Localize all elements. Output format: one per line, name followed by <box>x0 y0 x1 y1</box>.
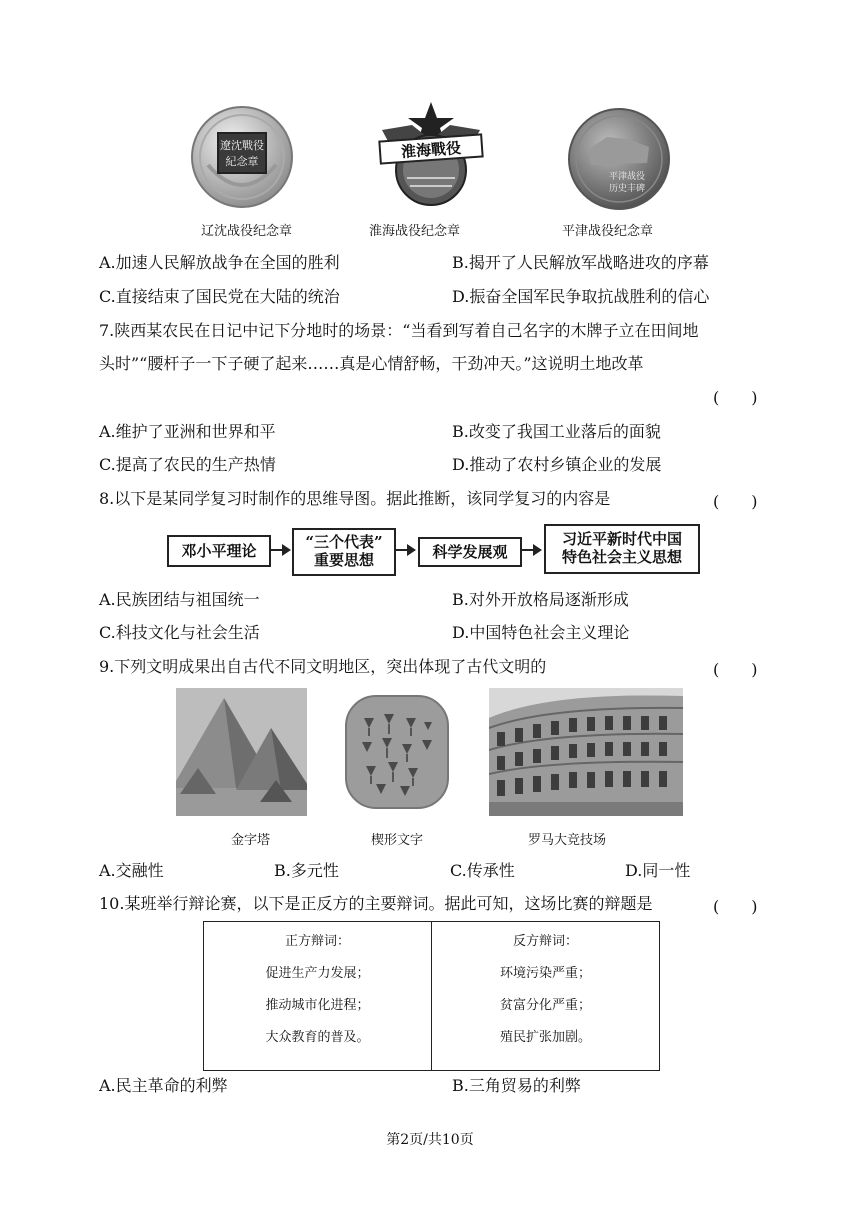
answer-blank: ( ) <box>713 388 758 407</box>
image-caption: 罗马大竞技场 <box>528 833 607 848</box>
option-b: B.三角贸易的利弊 <box>452 1076 581 1095</box>
question-stem: 头时”“腰杆子一下子硬了起来……真是心情舒畅，干劲冲天。”这说明土地改革 <box>99 354 644 373</box>
option-b: B.对外开放格局逐渐形成 <box>452 590 629 609</box>
option-d: D.中国特色社会主义理论 <box>452 623 630 642</box>
mindmap-box: 习近平新时代中国 特色社会主义思想 <box>544 524 700 574</box>
image-caption: 楔形文字 <box>371 833 424 848</box>
mindmap-arrow <box>394 549 414 551</box>
image-caption: 淮海战役纪念章 <box>369 224 461 239</box>
question-stem: 9.下列文明成果出自古代不同文明地区，突出体现了古代文明的 <box>99 657 547 676</box>
colosseum-image <box>489 688 683 816</box>
image-caption: 平津战役纪念章 <box>562 224 654 239</box>
option-a: A.加速人民解放战争在全国的胜利 <box>99 253 340 272</box>
option-d: D.同一性 <box>625 861 691 880</box>
pro-column: 正方辩词： 促进生产力发展； 推动城市化进程； 大众教育的普及。 <box>265 934 370 1045</box>
option-a: A.维护了亚洲和世界和平 <box>99 422 276 441</box>
option-b: B.多元性 <box>274 861 339 880</box>
badge-text: 紀念章 <box>225 155 259 168</box>
mindmap-box: “三个代表” 重要思想 <box>292 528 396 576</box>
mindmap-arrow <box>520 549 540 551</box>
liaoshen-badge-image <box>190 105 295 210</box>
mindmap-box: 邓小平理论 <box>167 535 271 567</box>
pyramid-image <box>176 688 307 816</box>
option-c: C.直接结束了国民党在大陆的统治 <box>99 287 340 306</box>
badge-text: 历史丰碑 <box>608 184 646 194</box>
option-a: A.交融性 <box>99 861 164 880</box>
option-a: A.民族团结与祖国统一 <box>99 590 260 609</box>
pingjin-badge-image <box>567 107 671 211</box>
question-stem: 10.某班举行辩论赛，以下是正反方的主要辩词。据此可知，这场比赛的辩题是 <box>99 894 653 913</box>
cuneiform-tablet-image <box>336 688 458 816</box>
badge-text: 淮海戰役 <box>400 138 462 162</box>
image-caption: 辽沈战役纪念章 <box>201 224 293 239</box>
question-stem: 8.以下是某同学复习时制作的思维导图。据此推断，该同学复习的内容是 <box>99 489 611 508</box>
page-number: 第2页/共10页 <box>386 1132 474 1148</box>
option-c: C.传承性 <box>450 861 515 880</box>
debate-table <box>203 921 660 1071</box>
option-c: C.科技文化与社会生活 <box>99 623 260 642</box>
badge-text: 平津战役 <box>608 172 646 182</box>
mindmap-arrow <box>269 549 289 551</box>
mindmap-box: 科学发展观 <box>418 537 522 567</box>
option-c: C.提高了农民的生产热情 <box>99 455 276 474</box>
option-d: D.振奋全国军民争取抗战胜利的信心 <box>452 287 710 306</box>
badge-text: 遼沈戰役 <box>220 139 264 152</box>
option-b: B.揭开了人民解放军战略进攻的序幕 <box>452 253 709 272</box>
image-caption: 金字塔 <box>231 833 271 848</box>
option-d: D.推动了农村乡镇企业的发展 <box>452 455 662 474</box>
huaihai-badge-image <box>372 100 490 210</box>
option-a: A.民主革命的利弊 <box>99 1076 228 1095</box>
answer-blank: ( ) <box>713 660 758 679</box>
con-column: 反方辩词： 环境污染严重； 贫富分化严重； 殖民扩张加剧。 <box>431 922 659 1070</box>
question-stem: 7.陕西某农民在日记中记下分地时的场景：“当看到写着自己名字的木牌子立在田间地 <box>99 321 699 340</box>
answer-blank: ( ) <box>713 492 758 511</box>
answer-blank: ( ) <box>713 897 758 916</box>
option-b: B.改变了我国工业落后的面貌 <box>452 422 661 441</box>
